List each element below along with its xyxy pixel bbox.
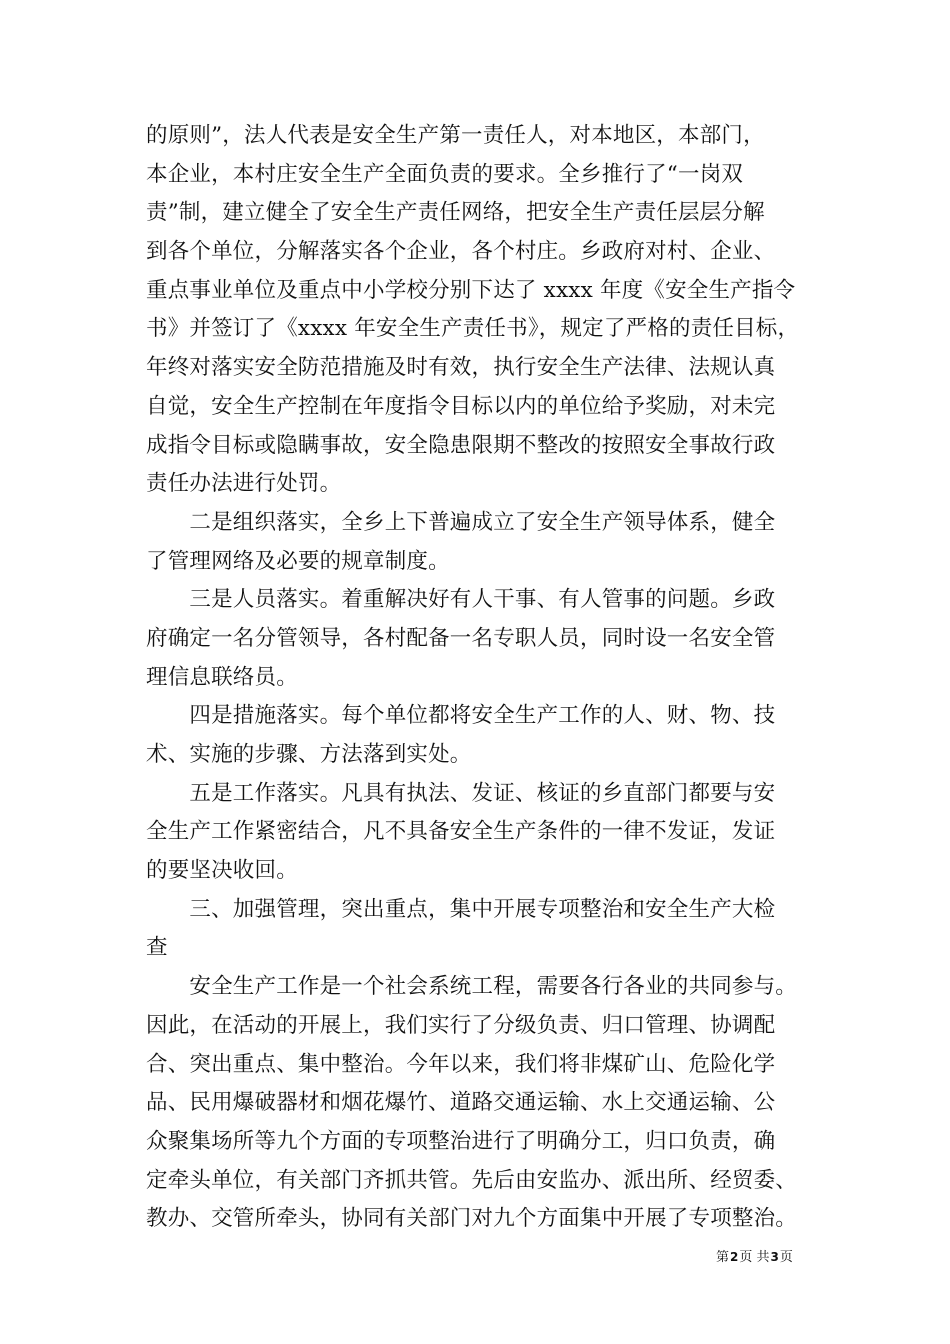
text-line: 重点事业单位及重点中小学校分别下达了 xxxx 年度《安全生产指令 xyxy=(146,277,796,303)
text-line: 三、加强管理，突出重点，集中开展专项整治和安全生产大检 xyxy=(146,896,776,922)
text-line: 五是工作落实。凡具有执法、发证、核证的乡直部门都要与安 xyxy=(146,780,776,806)
text-line: 本企业，本村庄安全生产全面负责的要求。全乡推行了“一岗双 xyxy=(146,161,744,187)
text-line: 因此，在活动的开展上，我们实行了分级负责、归口管理、协调配 xyxy=(146,1012,776,1038)
total-page-number: 3 xyxy=(770,1250,779,1264)
text-line: 品、民用爆破器材和烟花爆竹、道路交通运输、水上交通运输、公 xyxy=(146,1090,776,1116)
text-line: 安全生产工作是一个社会系统工程，需要各行各业的共同参与。 xyxy=(146,974,798,1000)
text-line: 教办、交管所牵头，协同有关部门对九个方面集中开展了专项整治。 xyxy=(146,1206,798,1232)
text-line: 众聚集场所等九个方面的专项整治进行了明确分工，归口负责，确 xyxy=(146,1128,776,1154)
footer-suffix: 页 xyxy=(779,1250,793,1265)
text-line: 到各个单位，分解落实各个企业，各个村庄。乡政府对村、企业、 xyxy=(146,239,776,265)
text-line: 府确定一名分管领导，各村配备一名专职人员，同时设一名安全管 xyxy=(146,625,776,651)
current-page-number: 2 xyxy=(730,1250,739,1264)
text-line: 理信息联络员。 xyxy=(146,664,298,690)
footer-middle: 页 共 xyxy=(739,1250,770,1265)
text-line: 定牵头单位，有关部门齐抓共管。先后由安监办、派出所、经贸委、 xyxy=(146,1167,798,1193)
text-line: 成指令目标或隐瞒事故，安全隐患限期不整改的按照安全事故行政 xyxy=(146,432,776,458)
text-line: 合、突出重点、集中整治。今年以来，我们将非煤矿山、危险化学 xyxy=(146,1051,776,1077)
page-footer xyxy=(716,1248,793,1267)
footer-prefix: 第 xyxy=(716,1250,730,1265)
text-line: 自觉，安全生产控制在年度指令目标以内的单位给予奖励，对未完 xyxy=(146,393,776,419)
text-line: 责任办法进行处罚。 xyxy=(146,471,342,497)
text-line: 书》并签订了《xxxx 年安全生产责任书》，规定了严格的责任目标， xyxy=(146,316,800,342)
text-line: 术、实施的步骤、方法落到实处。 xyxy=(146,742,472,767)
text-line: 责”制，建立健全了安全生产责任网络，把安全生产责任层层分解 xyxy=(146,200,765,226)
text-line: 四是措施落实。每个单位都将安全生产工作的人、财、物、技 xyxy=(146,703,776,729)
text-line: 的原则”，法人代表是安全生产第一责任人，对本地区，本部门， xyxy=(146,123,765,148)
document-body xyxy=(146,117,816,1239)
text-line: 二是组织落实，全乡上下普遍成立了安全生产领导体系，健全 xyxy=(146,509,776,535)
text-line: 查 xyxy=(146,935,168,961)
text-line: 三是人员落实。着重解决好有人干事、有人管事的问题。乡政 xyxy=(146,587,776,613)
text-line: 的要坚决收回。 xyxy=(146,858,298,884)
text-line: 了管理网络及必要的规章制度。 xyxy=(146,548,450,574)
text-line: 全生产工作紧密结合，凡不具备安全生产条件的一律不发证，发证 xyxy=(146,819,776,845)
text-line: 年终对落实安全防范措施及时有效，执行安全生产法律、法规认真 xyxy=(146,355,776,381)
